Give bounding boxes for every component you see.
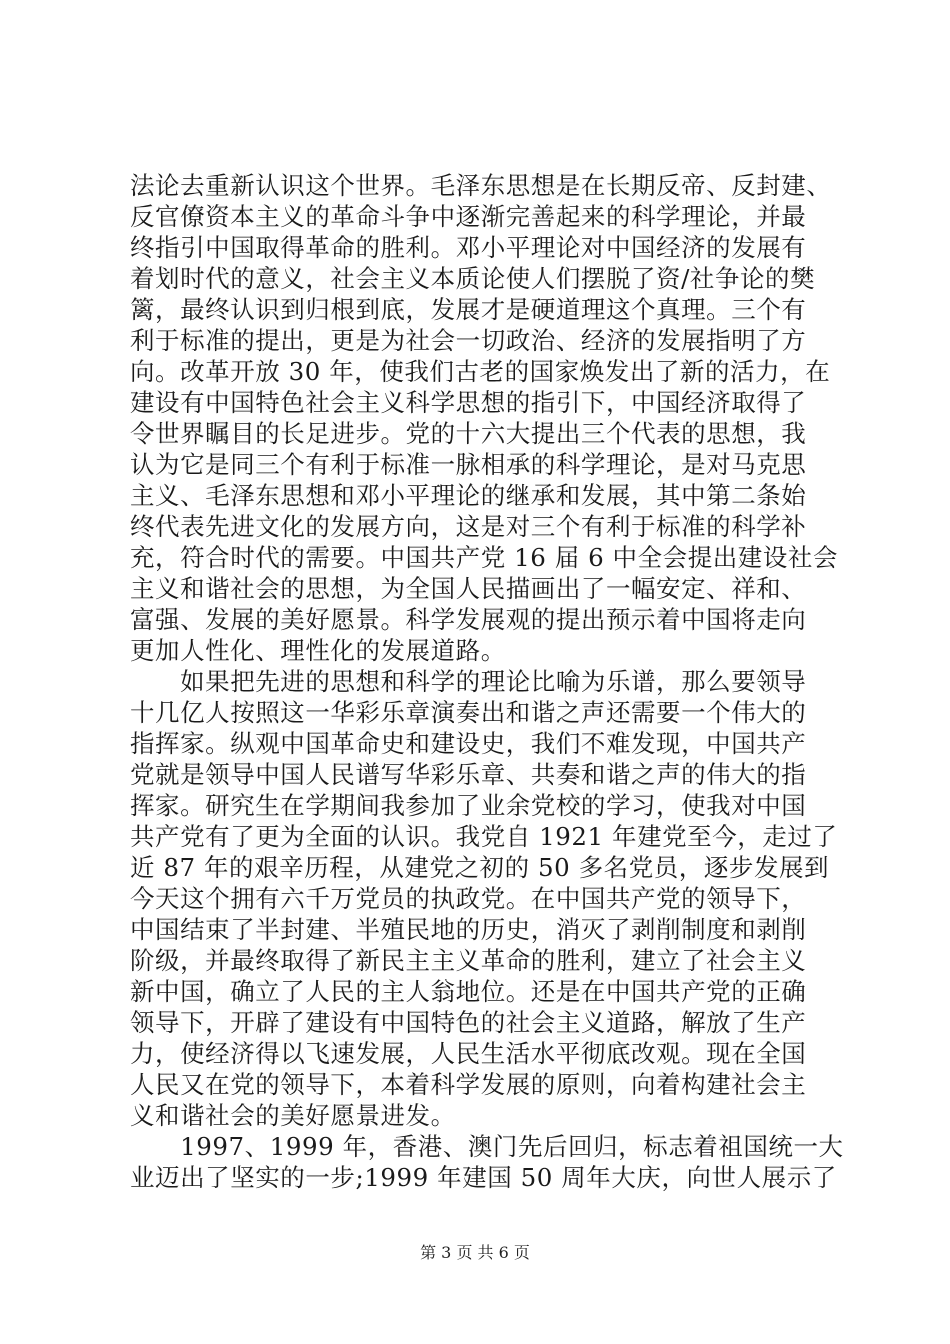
text-line: 认为它是同三个有利于标准一脉相承的科学理论，是对马克思 xyxy=(130,450,807,479)
text-line: 党就是领导中国人民谱写华彩乐章、共奏和谐之声的伟大的指 xyxy=(130,760,807,789)
text-line: 如果把先进的思想和科学的理论比喻为乐谱，那么要领导 xyxy=(130,667,807,696)
text-line: 十几亿人按照这一华彩乐章演奏出和谐之声还需要一个伟大的 xyxy=(130,698,807,727)
text-line: 中国结束了半封建、半殖民地的历史，消灭了剥削制度和剥削 xyxy=(130,915,807,944)
text-line: 近 87 年的艰辛历程，从建党之初的 50 多名党员，逐步发展到 xyxy=(130,853,830,882)
text-line: 富强、发展的美好愿景。科学发展观的提出预示着中国将走向 xyxy=(130,605,807,634)
text-line: 力，使经济得以飞速发展，人民生活水平彻底改观。现在全国 xyxy=(130,1039,807,1068)
text-line: 主义、毛泽东思想和邓小平理论的继承和发展，其中第二条始 xyxy=(130,481,807,510)
body-text xyxy=(130,170,844,1193)
text-line: 法论去重新认识这个世界。毛泽东思想是在长期反帝、反封建、 xyxy=(130,171,832,200)
text-line: 指挥家。纵观中国革命史和建设史，我们不难发现，中国共产 xyxy=(130,729,807,758)
text-line: 更加人性化、理性化的发展道路。 xyxy=(130,636,506,665)
text-line: 共产党有了更为全面的认识。我党自 1921 年建党至今，走过了 xyxy=(130,822,838,851)
text-line: 领导下，开辟了建设有中国特色的社会主义道路，解放了生产 xyxy=(130,1008,807,1037)
text-line: 充，符合时代的需要。中国共产党 16 届 6 中全会提出建设社会 xyxy=(130,543,839,572)
text-line: 业迈出了坚实的一步;1999 年建国 50 周年大庆，向世人展示了 xyxy=(130,1163,837,1192)
text-line: 向。改革开放 30 年，使我们古老的国家焕发出了新的活力，在 xyxy=(130,357,831,386)
text-line: 令世界瞩目的长足进步。党的十六大提出三个代表的思想，我 xyxy=(130,419,807,448)
text-line: 义和谐社会的美好愿景进发。 xyxy=(130,1101,456,1130)
page-footer: 第 3 页 共 6 页 xyxy=(420,1243,530,1262)
text-line: 建设有中国特色社会主义科学思想的指引下，中国经济取得了 xyxy=(130,388,807,417)
text-line: 1997、1999 年，香港、澳门先后回归，标志着祖国统一大 xyxy=(130,1132,844,1161)
text-line: 阶级，并最终取得了新民主主义革命的胜利，建立了社会主义 xyxy=(130,946,807,975)
text-line: 篱，最终认识到归根到底，发展才是硬道理这个真理。三个有 xyxy=(130,295,807,324)
text-line: 终指引中国取得革命的胜利。邓小平理论对中国经济的发展有 xyxy=(130,233,807,262)
text-line: 利于标准的提出，更是为社会一切政治、经济的发展指明了方 xyxy=(130,326,807,355)
text-line: 人民又在党的领导下，本着科学发展的原则，向着构建社会主 xyxy=(130,1070,807,1099)
text-line: 今天这个拥有六千万党员的执政党。在中国共产党的领导下， xyxy=(130,884,807,913)
text-line: 终代表先进文化的发展方向，这是对三个有利于标准的科学补 xyxy=(130,512,807,541)
text-line: 主义和谐社会的思想，为全国人民描画出了一幅安定、祥和、 xyxy=(130,574,807,603)
text-line: 着划时代的意义，社会主义本质论使人们摆脱了资/社争论的樊 xyxy=(130,264,816,293)
text-line: 反官僚资本主义的革命斗争中逐渐完善起来的科学理论，并最 xyxy=(130,202,807,231)
text-line: 新中国，确立了人民的主人翁地位。还是在中国共产党的正确 xyxy=(130,977,807,1006)
text-line: 挥家。研究生在学期间我参加了业余党校的学习，使我对中国 xyxy=(130,791,807,820)
